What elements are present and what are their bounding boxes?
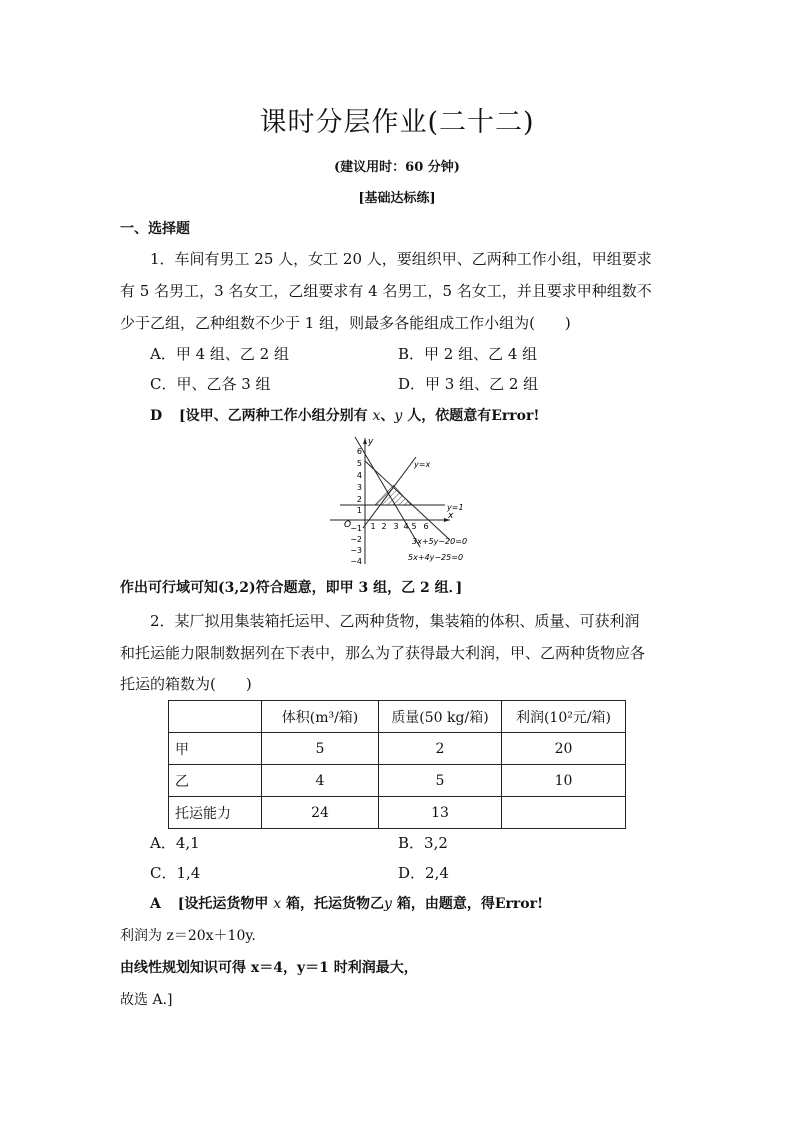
q1-option-d: D．甲 3 组、乙 2 组 <box>398 375 539 393</box>
label-3x-5y-20: 3x+5y−20=0 <box>412 537 468 546</box>
q1-line-2: 有 5 名男工，3 名女工，乙组要求有 4 名男工，5 名女工，并且要求甲种组数不 <box>120 282 652 300</box>
y-tick-5: 5 <box>356 459 362 468</box>
label-5x-4y-25: 5x+4y−25=0 <box>408 553 464 562</box>
table-header-cell: 利润(10²元/箱) <box>502 701 626 733</box>
q1-answer-text-1: [设甲、乙两种工作小组分别有 <box>179 408 368 424</box>
x-tick-2: 2 <box>381 522 387 531</box>
x-tick-5: 5 <box>411 522 417 531</box>
y-tick-neg3: −3 <box>350 546 362 555</box>
origin-label: O <box>344 520 352 530</box>
q2-var-y: y <box>384 896 392 912</box>
y-axis-arrow <box>363 438 367 444</box>
q1-var-y: y <box>394 408 403 424</box>
table-cell: 20 <box>502 733 626 765</box>
q2-answer-text-2: 箱，托运货物乙 <box>286 896 385 912</box>
q2-line-3: 托运的箱数为( ) <box>120 675 252 693</box>
label-y-eq-1: y=1 <box>447 503 464 512</box>
q1-line-1: 1．车间有男工 25 人，女工 20 人，要组织甲、乙两种工作小组，甲组要求 <box>150 250 652 268</box>
table-cell: 4 <box>262 765 379 797</box>
q1-option-a: A．甲 4 组、乙 2 组 <box>150 345 289 363</box>
table-header-cell: 质量(50 kg/箱) <box>379 701 502 733</box>
q2-profit-line: 利润为 z＝20x＋10y. <box>120 928 256 944</box>
table-cell: 5 <box>262 733 379 765</box>
page-title: 课时分层作业(二十二) <box>259 107 535 138</box>
table-header-cell <box>169 701 262 733</box>
table-cell: 24 <box>262 797 379 829</box>
q2-option-c: C．1,4 <box>150 864 201 882</box>
x-tick-6: 6 <box>423 522 429 531</box>
table-row <box>169 733 626 765</box>
y-tick-2: 2 <box>356 495 362 504</box>
q1-var-x: x <box>372 408 381 424</box>
table-cell: 乙 <box>169 765 262 797</box>
y-axis-label: y <box>368 437 374 447</box>
q2-final-line: 故选 A.] <box>120 992 173 1008</box>
y-tick-4: 4 <box>356 471 362 480</box>
time-note: (建议用时：60 分钟) <box>334 160 460 175</box>
q2-answer-letter: A <box>150 896 161 912</box>
y-tick-neg1: −1 <box>350 524 362 533</box>
x-tick-1: 1 <box>370 522 376 531</box>
q1-answer-text-2: 人，依题意有Error! <box>407 408 540 424</box>
table-cell: 2 <box>379 733 502 765</box>
y-tick-1: 1 <box>356 506 362 515</box>
y-tick-neg4: −4 <box>350 557 362 566</box>
part-heading: 一、选择题 <box>120 221 190 237</box>
section-label: [基础达标练] <box>358 191 436 206</box>
table-cell <box>502 797 626 829</box>
table-cell: 5 <box>379 765 502 797</box>
q1-answer-letter: D <box>150 408 163 424</box>
x-tick-4: 4 <box>403 522 409 531</box>
table-row <box>169 765 626 797</box>
q2-answer <box>150 893 543 913</box>
feasible-region-graph <box>330 432 500 572</box>
q1-conclusion: 作出可行域可知(3,2)符合题意，即甲 3 组，乙 2 组．] <box>120 580 463 596</box>
q2-var-x: x <box>273 896 282 912</box>
line-y-eq-x <box>363 457 416 528</box>
q1-answer <box>150 405 540 425</box>
q2-answer-text-1: [设托运货物甲 <box>177 896 269 912</box>
q2-line-1: 2．某厂拟用集装箱托运甲、乙两种货物，集装箱的体积、质量、可获利润 <box>150 612 640 630</box>
q1-option-b: B．甲 2 组、乙 4 组 <box>398 345 538 363</box>
q2-knowledge-line: 由线性规划知识可得 x＝4，y＝1 时利润最大， <box>120 960 418 976</box>
q1-line-3: 少于乙组，乙种组数不少于 1 组，则最多各能组成工作小组为( ) <box>120 314 571 332</box>
table-cell: 托运能力 <box>169 797 262 829</box>
q2-answer-text-3: 箱，由题意，得Error! <box>396 896 544 912</box>
table-row <box>169 797 626 829</box>
y-tick-6: 6 <box>356 447 362 456</box>
y-tick-3: 3 <box>356 483 362 492</box>
table-cell: 10 <box>502 765 626 797</box>
q2-option-d: D．2,4 <box>398 864 449 882</box>
q1-option-c: C．甲、乙各 3 组 <box>150 375 271 393</box>
x-tick-3: 3 <box>393 522 399 531</box>
x-axis-label: x <box>448 511 454 521</box>
q2-line-2: 和托运能力限制数据列在下表中，那么为了获得最大利润，甲、乙两种货物应各 <box>120 644 646 662</box>
label-y-eq-x: y=x <box>414 460 431 469</box>
table-cell: 13 <box>379 797 502 829</box>
table-header-row <box>169 701 626 733</box>
cargo-table <box>168 700 626 829</box>
table-cell: 甲 <box>169 733 262 765</box>
q2-option-a: A．4,1 <box>150 834 200 852</box>
q1-sep: 、 <box>380 408 395 424</box>
table-header-cell: 体积(m³/箱) <box>262 701 379 733</box>
q2-option-b: B．3,2 <box>398 834 448 852</box>
y-tick-neg2: −2 <box>350 535 362 544</box>
